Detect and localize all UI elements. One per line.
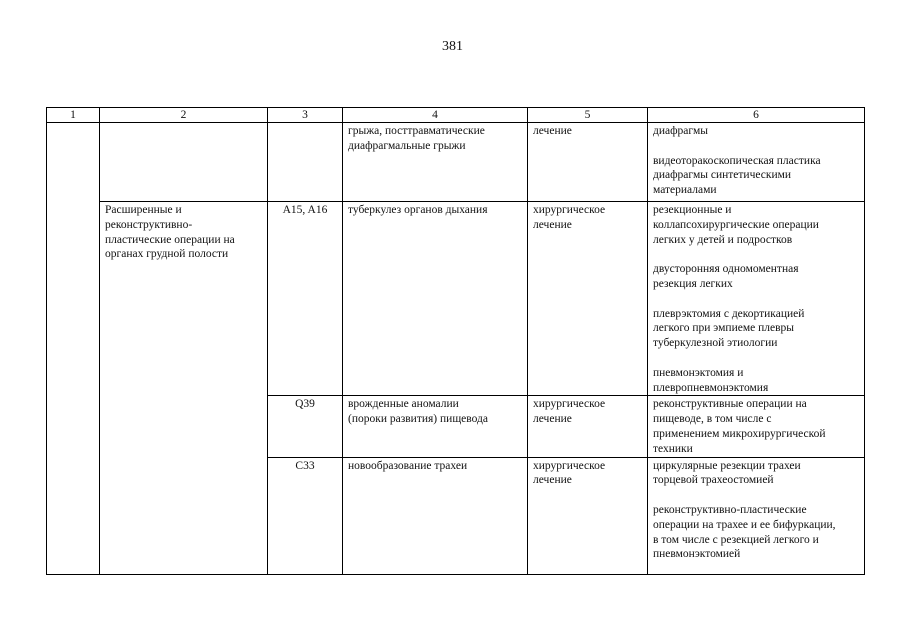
method-line: пищеводе, в том числе с xyxy=(653,413,772,426)
document-table xyxy=(46,107,865,575)
method-line: операции на трахее и ее бифуркации, xyxy=(653,518,836,531)
page-number: 381 xyxy=(442,39,463,54)
method-line: техники xyxy=(653,442,693,455)
group-line: органах грудной полости xyxy=(105,248,229,261)
method-line: плеврэктомия с декортикацией xyxy=(653,307,805,320)
group-line: Расширенные и xyxy=(105,204,182,216)
method-line: резекция легких xyxy=(653,277,733,290)
treatment-line: хирургическое xyxy=(533,459,606,472)
method-line: коллапсохирургические операции xyxy=(653,218,819,231)
diagnosis-cell xyxy=(343,123,528,202)
treatment-line: хирургическое xyxy=(533,398,606,411)
code-cell xyxy=(268,202,343,396)
method-line: циркулярные резекции трахеи xyxy=(653,459,801,472)
treatment-line: лечение xyxy=(533,125,572,137)
treatment-line: лечение xyxy=(533,474,572,487)
table-row xyxy=(47,202,865,396)
row-number-cell xyxy=(47,123,100,575)
code-line: C33 xyxy=(295,459,315,472)
diagnosis-line: (пороки развития) пищевода xyxy=(348,413,488,426)
diagnosis-line: туберкулез органов дыхания xyxy=(348,204,488,216)
diagnosis-cell xyxy=(343,396,528,457)
method-line: применением микрохирургической xyxy=(653,427,826,440)
method-line: торцевой трахеостомией xyxy=(653,474,774,487)
diagnosis-line: диафрагмальные грыжи xyxy=(348,139,466,152)
header-col-1: 1 xyxy=(47,108,100,123)
diagnosis-cell xyxy=(343,202,528,396)
group-cell xyxy=(100,123,268,202)
method-line: реконструктивные операции на xyxy=(653,398,807,411)
treatment-line: хирургическое xyxy=(533,204,606,216)
method-line: туберкулезной этиологии xyxy=(653,337,778,350)
code-cell xyxy=(268,123,343,202)
method-line: диафрагмы синтетическими xyxy=(653,169,792,182)
diagnosis-line: врожденные аномалии xyxy=(348,398,459,411)
header-col-4: 4 xyxy=(343,108,528,123)
method-line: реконструктивно-пластические xyxy=(653,503,807,516)
method-line: двусторонняя одномоментная xyxy=(653,263,799,276)
method-line: пневмонэктомия и xyxy=(653,366,744,379)
table-row xyxy=(47,123,865,202)
code-line: A15, A16 xyxy=(282,204,328,216)
header-col-6: 6 xyxy=(648,108,865,123)
group-cell xyxy=(100,202,268,575)
method-line: диафрагмы xyxy=(653,125,708,137)
method-line: в том числе с резекцией легкого и xyxy=(653,533,819,546)
methods-cell xyxy=(648,202,865,396)
treatment-cell xyxy=(528,457,648,574)
diagnosis-line: грыжа, посттравматические xyxy=(348,125,485,137)
method-line: легких у детей и подростков xyxy=(653,233,793,246)
method-line: материалами xyxy=(653,184,717,197)
method-line: легкого при эмпиеме плевры xyxy=(653,322,794,335)
treatment-cell xyxy=(528,396,648,457)
header-col-3: 3 xyxy=(268,108,343,123)
diagnosis-cell xyxy=(343,457,528,574)
group-line: реконструктивно- xyxy=(105,218,193,231)
header-col-2: 2 xyxy=(100,108,268,123)
treatment-cell xyxy=(528,123,648,202)
method-line: видеоторакоскопическая пластика xyxy=(653,154,821,167)
treatment-line: лечение xyxy=(533,413,572,426)
treatment-line: лечение xyxy=(533,218,572,231)
group-line: пластические операции на xyxy=(105,233,235,246)
code-cell xyxy=(268,396,343,457)
methods-cell xyxy=(648,123,865,202)
header-col-5: 5 xyxy=(528,108,648,123)
method-line: резекционные и xyxy=(653,204,732,216)
method-line: плевропневмонэктомия xyxy=(653,381,769,394)
code-line: Q39 xyxy=(295,398,315,411)
methods-cell xyxy=(648,396,865,457)
method-line: пневмонэктомией xyxy=(653,548,741,561)
code-cell xyxy=(268,457,343,574)
header-row xyxy=(47,108,865,123)
methods-cell xyxy=(648,457,865,574)
diagnosis-line: новообразование трахеи xyxy=(348,459,468,472)
treatment-cell xyxy=(528,202,648,396)
